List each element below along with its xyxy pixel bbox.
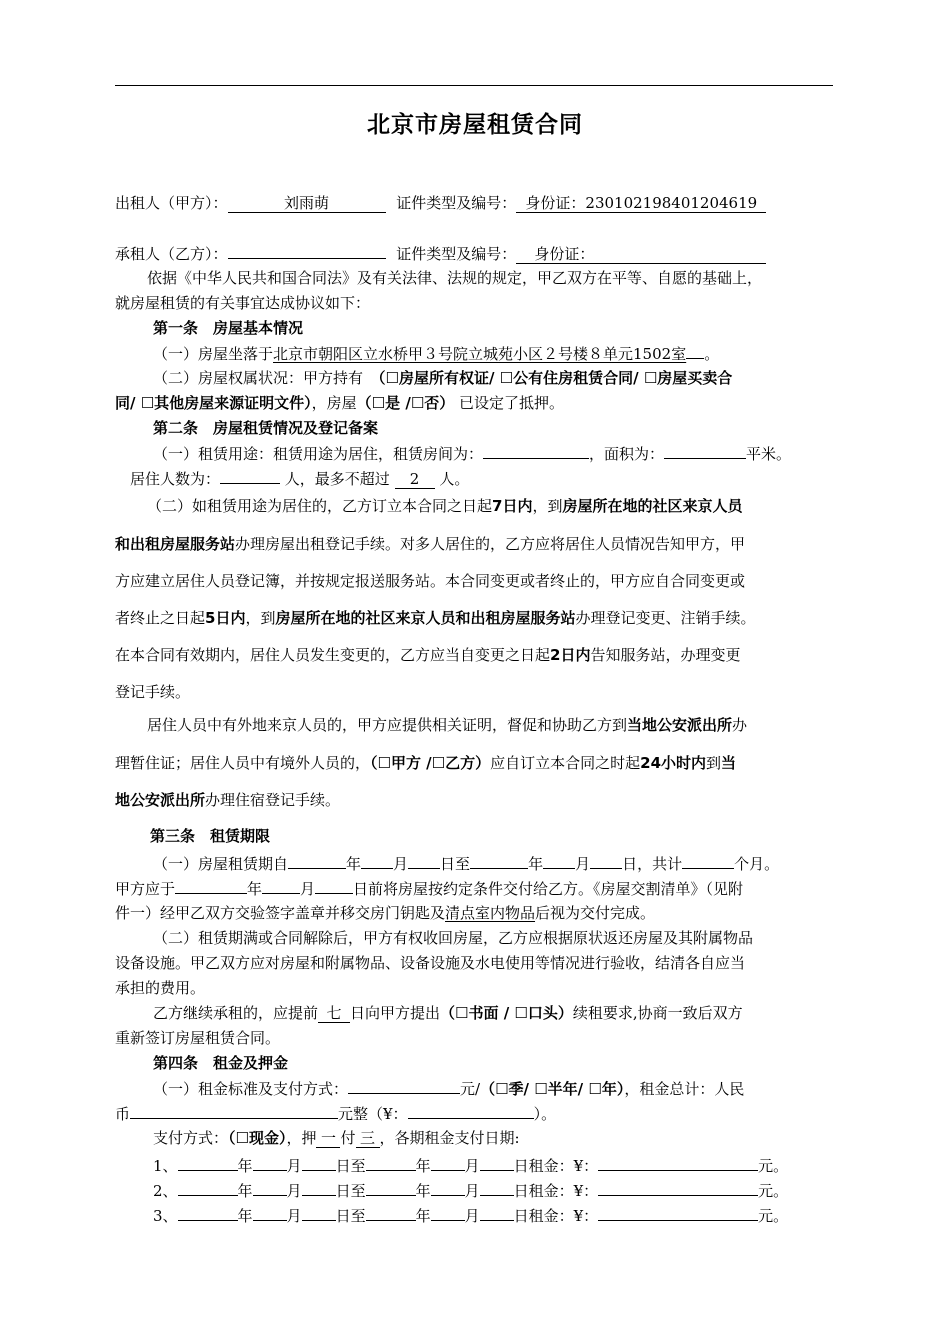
lessee-name-field[interactable] xyxy=(228,243,386,259)
art2-police-line-1: 居住人员中有外地来京人员的，甲方应提供相关证明，督促和协助乙方到当地公安派出所办 xyxy=(147,716,748,734)
art1-address-line: （一）房屋坐落于北京市朝阳区立水桥甲３号院立城苑小区２号楼８单元1502室 。 xyxy=(153,345,720,363)
art1-ownership-line-2: 同/ ☐其他房屋来源证明文件），房屋（☐是 /☐否） 已设定了抵押。 xyxy=(115,394,565,412)
rent-schedule-row: 2、 年 月 日至 年 月 日租金：¥： 元。 xyxy=(153,1182,789,1200)
art2-persons-line: 居住人数为： 人，最多不超过 2 人。 xyxy=(130,470,470,488)
art3-renew-line-1: 乙方继续承租的，应提前 七 日向甲方提出（☐书面 / ☐口头）续租要求,协商一致后双方 xyxy=(153,1004,743,1022)
art2-reg-line-6: 登记手续。 xyxy=(115,683,191,701)
art3-period-line: （一）房屋租赁期自 年 月 日至 年 月 日，共计 个月。 xyxy=(153,855,780,873)
art2-police-line-2: 理暂住证；居住人员中有境外人员的，（☐甲方 /☐乙方）应自订立本合同之时起24小时内到当 xyxy=(115,754,737,772)
row3-from-day[interactable] xyxy=(302,1205,336,1221)
art2-reg-line-3: 方应建立居住人员登记簿，并按规定报送服务站。本合同变更或者终止的，甲方应自合同变更或 xyxy=(115,572,746,590)
lessor-id-field[interactable]: 身份证：230102198401204619 xyxy=(516,194,766,213)
art3-handover-line: 件一）经甲乙双方交验签字盖章并移交房门钥匙及清点室内物品后视为交付完成。 xyxy=(115,904,656,922)
deposit-months-field[interactable]: 一 xyxy=(316,1129,340,1148)
row1-from-month[interactable] xyxy=(253,1155,287,1171)
row2-to-month[interactable] xyxy=(431,1180,465,1196)
art2-reg-line-4: 者终止之日起5日内，到房屋所在地的社区来京人员和出租房屋服务站办理登记变更、注销手续。 xyxy=(115,609,756,627)
page-title: 北京市房屋租赁合同 xyxy=(367,112,583,138)
rent-period-options[interactable]: （☐季/ ☐半年/ ☐年） xyxy=(480,1080,625,1098)
article-1-title: 第一条 房屋基本情况 xyxy=(153,319,304,337)
renew-method-options[interactable]: （☐书面 / ☐口头） xyxy=(440,1004,573,1022)
row1-to-day[interactable] xyxy=(480,1155,514,1171)
row2-amount[interactable] xyxy=(598,1180,758,1196)
mortgage-options[interactable]: （☐是 /☐否） xyxy=(356,394,455,412)
rent-amount-field[interactable] xyxy=(348,1078,460,1094)
intro-line-2: 就房屋租赁的有关事宜达成协议如下： xyxy=(115,294,371,312)
lessee-line: 承租人（乙方）： 证件类型及编号： 身份证： xyxy=(115,243,766,264)
row1-from-year[interactable] xyxy=(178,1155,238,1171)
row3-from-year[interactable] xyxy=(178,1205,238,1221)
lessor-name-field[interactable]: 刘雨萌 xyxy=(228,194,386,213)
rent-schedule-row: 1、 年 月 日至 年 月 日租金：¥： 元。 xyxy=(153,1157,789,1175)
art4-rent-line-2: 币 元整（¥： ）。 xyxy=(115,1105,557,1123)
total-months-field[interactable] xyxy=(682,853,734,869)
rent-total-number-field[interactable] xyxy=(408,1103,534,1119)
row1-to-year[interactable] xyxy=(366,1155,416,1171)
payment-method-options[interactable]: （☐现金） xyxy=(228,1129,287,1147)
art4-rent-line-1: （一）租金标准及支付方式： 元/（☐季/ ☐半年/ ☐年），租金总计：人民 xyxy=(153,1080,745,1098)
address-field[interactable]: 北京市朝阳区立水桥甲３号院立城苑小区２号楼８单元1502室 xyxy=(273,345,687,363)
pay-months-field[interactable]: 三 xyxy=(356,1129,380,1148)
max-persons-field[interactable]: 2 xyxy=(395,470,435,489)
art3-delivery-line: 甲方应于 年 月 日前将房屋按约定条件交付给乙方。《房屋交割清单》（见附 xyxy=(115,880,744,898)
row3-to-year[interactable] xyxy=(366,1205,416,1221)
row3-to-day[interactable] xyxy=(480,1205,514,1221)
ownership-options[interactable]: （☐房屋所有权证/ ☐公有住房租赁合同/ ☐房屋买卖合 xyxy=(378,369,733,387)
handover-item-field[interactable]: 清点室内物品 xyxy=(445,904,536,922)
art3-return-line-1: （二）租赁期满或合同解除后，甲方有权收回房屋，乙方应根据原状返还房屋及其附属物品 xyxy=(153,929,754,947)
row2-to-year[interactable] xyxy=(366,1180,416,1196)
article-4-title: 第四条 租金及押金 xyxy=(153,1054,289,1072)
row3-to-month[interactable] xyxy=(431,1205,465,1221)
art1-ownership-line-1: （二）房屋权属状况：甲方持有 （☐房屋所有权证/ ☐公有住房租赁合同/ ☐房屋买卖合 xyxy=(153,369,733,387)
rent-schedule-row: 3、 年 月 日至 年 月 日租金：¥： 元。 xyxy=(153,1207,789,1225)
rent-total-words-field[interactable] xyxy=(130,1103,338,1119)
ownership-options-cont[interactable]: 同/ ☐其他房屋来源证明文件） xyxy=(115,394,312,412)
art3-return-line-3: 承担的费用。 xyxy=(115,979,206,997)
end-month-field[interactable] xyxy=(543,853,575,869)
row3-from-month[interactable] xyxy=(253,1205,287,1221)
row3-amount[interactable] xyxy=(598,1205,758,1221)
art2-reg-line-1: （二）如租赁用途为居住的，乙方订立本合同之日起7日内，到房屋所在地的社区来京人员 xyxy=(147,497,743,515)
row2-to-day[interactable] xyxy=(480,1180,514,1196)
renew-days-field[interactable]: 七 xyxy=(318,1004,350,1023)
art2-reg-line-2: 和出租房屋服务站办理房屋出租登记手续。对多人居住的，乙方应将居住人员情况告知甲方，甲 xyxy=(115,535,746,553)
art2-police-line-3: 地公安派出所办理住宿登记手续。 xyxy=(115,791,341,809)
art3-renew-line-2: 重新签订房屋租赁合同。 xyxy=(115,1029,281,1047)
row1-from-day[interactable] xyxy=(302,1155,336,1171)
lessor-line: 出租人（甲方）： 刘雨萌 证件类型及编号： 身份证：230102198401204619 xyxy=(115,193,766,213)
delivery-day-field[interactable] xyxy=(315,878,353,894)
registrant-options[interactable]: （☐甲方 /☐乙方） xyxy=(370,754,491,772)
row2-from-year[interactable] xyxy=(178,1180,238,1196)
lessee-id-field[interactable]: 身份证： xyxy=(516,245,766,264)
delivery-year-field[interactable] xyxy=(175,878,247,894)
row1-to-month[interactable] xyxy=(431,1155,465,1171)
area-field[interactable] xyxy=(664,443,746,459)
intro-line-1: 依据《中华人民共和国合同法》及有关法律、法规的规定，甲乙双方在平等、自愿的基础上， xyxy=(147,269,763,287)
start-year-field[interactable] xyxy=(288,853,346,869)
header-rule xyxy=(115,85,833,86)
article-2-title: 第二条 房屋租赁情况及登记备案 xyxy=(153,419,379,437)
art2-usage-line: （一）租赁用途：租赁用途为居住，租赁房间为： ，面积为： 平米。 xyxy=(153,445,792,463)
row1-amount[interactable] xyxy=(598,1155,758,1171)
start-day-field[interactable] xyxy=(408,853,440,869)
row2-from-month[interactable] xyxy=(253,1180,287,1196)
row2-from-day[interactable] xyxy=(302,1180,336,1196)
article-3-title: 第三条 租赁期限 xyxy=(150,827,271,845)
delivery-month-field[interactable] xyxy=(262,878,300,894)
persons-field[interactable] xyxy=(220,468,280,484)
end-day-field[interactable] xyxy=(590,853,622,869)
art3-return-line-2: 设备设施。甲乙双方应对房屋和附属物品、设备设施及水电使用等情况进行验收，结清各自应当 xyxy=(115,954,746,972)
start-month-field[interactable] xyxy=(361,853,393,869)
art4-payment-line: 支付方式：（☐现金），押 一 付 三 ，各期租金支付日期: xyxy=(153,1129,520,1147)
art2-reg-line-5: 在本合同有效期内，居住人员发生变更的，乙方应当自变更之日起2日内告知服务站，办理变更 xyxy=(115,646,741,664)
room-field[interactable] xyxy=(483,443,589,459)
end-year-field[interactable] xyxy=(470,853,528,869)
